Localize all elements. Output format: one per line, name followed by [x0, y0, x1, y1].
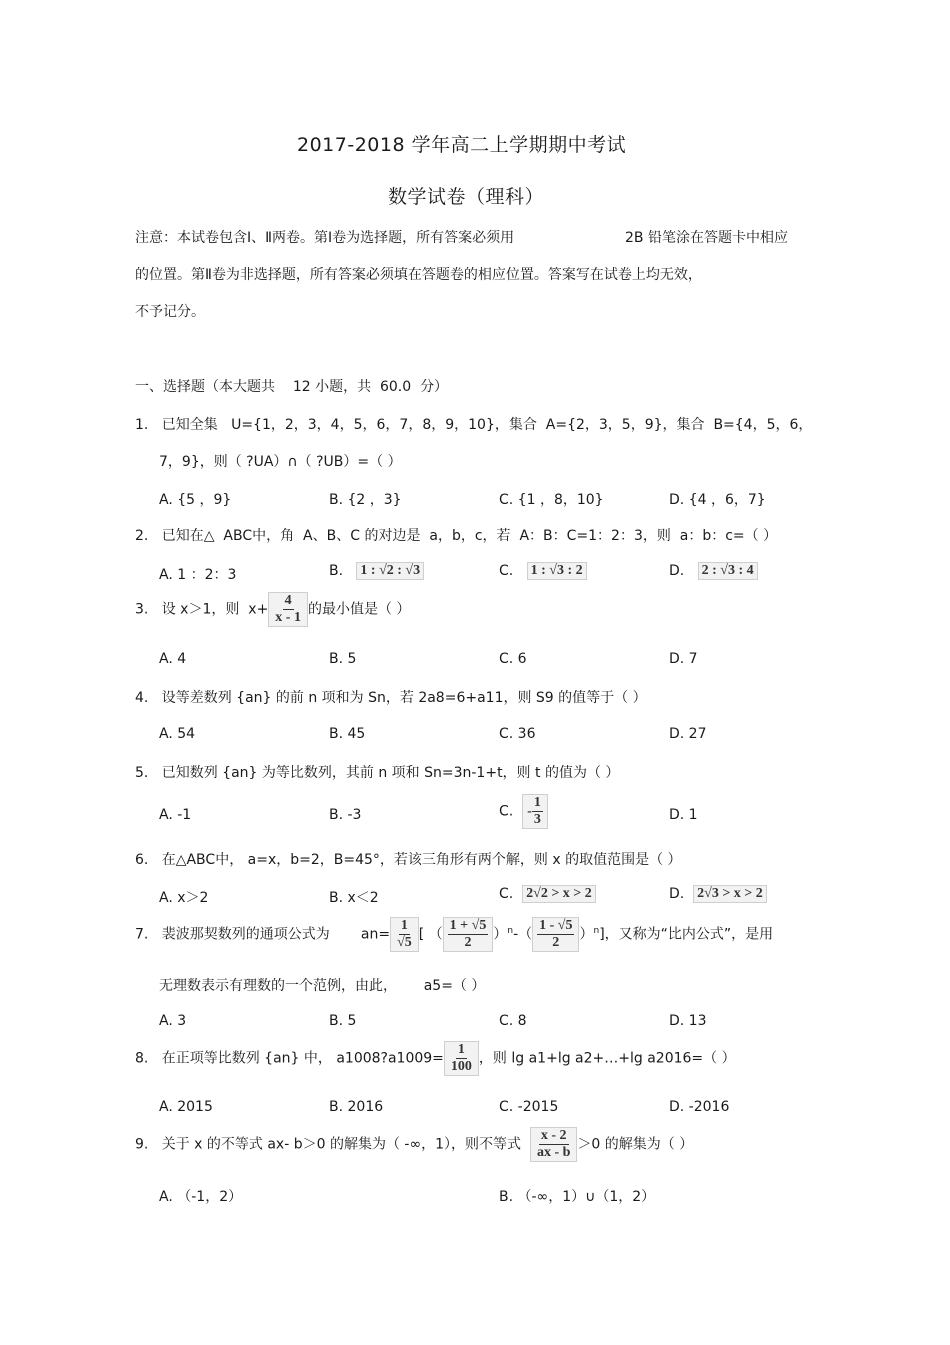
q7-fraction-1: $\frac{1}{√5}$	[390, 917, 419, 952]
q6-option-a: A. x＞2	[159, 890, 209, 906]
q7-fraction-3: $\frac{1 - √5}{2}$	[532, 917, 579, 952]
question-7-stem: 7. 裴波那契数列的通项公式为 an= $\frac{1}{√5}$ [ （ $\frac{1 + √5}{2}$ ）$^n$-（ $\frac{1 - √5}{2}$ ）$^n$]，又称为“比内公式”，是用	[135, 917, 773, 952]
q3-option-b: B. 5	[329, 651, 357, 667]
q7-option-b: B. 5	[329, 1013, 357, 1029]
q3-option-a: A. 4	[159, 651, 187, 667]
q7-option-c: C. 8	[499, 1013, 527, 1029]
q1-option-c: C. {1 ，8，10}	[499, 492, 604, 508]
q4-option-c: C. 36	[499, 726, 536, 742]
section-title: 一、选择题（本大题共 12 小题，共 60.0 分）	[135, 379, 449, 395]
q6-option-d: D. 2√3 > x > 2	[669, 885, 767, 903]
q7-option-d: D. 13	[669, 1013, 707, 1029]
q1-option-d: D. {4 ，6，7}	[669, 492, 766, 508]
q3-option-d: D. 7	[669, 651, 698, 667]
q4-option-d: D. 27	[669, 726, 707, 742]
q1-option-b: B. {2 ，3}	[329, 492, 402, 508]
q5-option-a: A. -1	[159, 807, 192, 823]
question-9-stem: 9. 关于 x 的不等式 ax- b＞0 的解集为（ -∞，1），则不等式 $\frac{x - 2}{ax - b}$ ＞0 的解集为（ ）	[135, 1127, 693, 1162]
q6-option-c-expr: 2√2 > x > 2	[522, 885, 596, 903]
q5-option-b: B. -3	[329, 807, 362, 823]
question-1-stem-2: 7，9}，则（ ?UA）∩（ ?UB）=（ ）	[159, 454, 402, 470]
question-5-stem: 5. 已知数列 {an} 为等比数列，其前 n 项和 Sn=3n-1+t，则 t 的值为（ ）	[135, 765, 620, 781]
q2-option-c-expr: 1 : √3 : 2	[527, 562, 587, 580]
question-2-stem: 2. 已知在△ ABC中，角 A、B、C 的对边是 a，b，c，若 A：B：C=1：2：3，则 a：b：c=（ ）	[135, 528, 778, 544]
q5-option-c-fraction: - $\frac{1}{3}$	[522, 794, 548, 829]
q4-option-b: B. 45	[329, 726, 366, 742]
notice-line-2: 的位置。第Ⅱ卷为非选择题，所有答案必须填在答题卷的相应位置。答案写在试卷上均无效，	[135, 267, 702, 283]
notice-line-1b: 2B 铅笔涂在答题卡中相应	[625, 230, 788, 246]
q4-option-a: A. 54	[159, 726, 196, 742]
q6-option-d-expr: 2√3 > x > 2	[693, 885, 767, 903]
q7-fraction-2: $\frac{1 + √5}{2}$	[443, 917, 494, 952]
q8-option-c: C. -2015	[499, 1099, 559, 1115]
q8-option-d: D. -2016	[669, 1099, 730, 1115]
q9-option-a: A. （-1，2）	[159, 1189, 243, 1205]
q9-fraction: $\frac{x - 2}{ax - b}$	[530, 1127, 577, 1162]
q6-option-c: C. 2√2 > x > 2	[499, 885, 596, 903]
q8-option-b: B. 2016	[329, 1099, 384, 1115]
notice-line-3: 不予记分。	[135, 304, 205, 320]
q8-option-a: A. 2015	[159, 1099, 213, 1115]
question-6-stem: 6. 在△ABC中， a=x，b=2，B=45°，若该三角形有两个解，则 x 的取值范围是（ ）	[135, 852, 682, 868]
q2-option-a: A. 1 ：2：3	[159, 567, 237, 583]
question-7-stem-2: 无理数表示有理数的一个范例，由此， a5=（ ）	[159, 978, 486, 994]
q7-option-a: A. 3	[159, 1013, 187, 1029]
notice-line-1a: 注意：本试卷包含Ⅰ、Ⅱ两卷。第Ⅰ卷为选择题，所有答案必须用	[135, 230, 515, 246]
question-1-stem: 1. 已知全集 U={1，2，3，4，5，6，7，8，9，10}，集合 A={2，3，5，9}，集合 B={4，5，6，	[135, 417, 813, 433]
q2-option-d: D. 2 : √3 : 4	[669, 562, 758, 580]
q2-option-b-expr: 1 : √2 : √3	[356, 562, 424, 580]
exam-title: 2017-2018 学年高二上学期期中考试	[297, 134, 627, 156]
q8-fraction: $\frac{1}{100}$	[444, 1041, 479, 1076]
question-3-stem: 3. 设 x＞1，则 x+ $\frac{4}{x - 1}$ 的最小值是（ ）	[135, 592, 410, 627]
q5-option-d: D. 1	[669, 807, 698, 823]
q2-option-d-expr: 2 : √3 : 4	[698, 562, 758, 580]
q1-option-a: A. {5 ，9}	[159, 492, 232, 508]
q2-option-b: B. 1 : √2 : √3	[329, 562, 424, 580]
question-4-stem: 4. 设等差数列 {an} 的前 n 项和为 Sn，若 2a8=6+a11，则 S9 的值等于（ ）	[135, 690, 647, 706]
q6-option-b: B. x＜2	[329, 890, 379, 906]
exam-subtitle: 数学试卷（理科）	[388, 186, 545, 208]
q3-option-c: C. 6	[499, 651, 527, 667]
question-8-stem: 8. 在正项等比数列 {an} 中， a1008?a1009= $\frac{1}{100}$ ，则 lg a1+lg a2+…+lg a2016=（ ）	[135, 1041, 736, 1076]
q2-option-c: C. 1 : √3 : 2	[499, 562, 587, 580]
q3-fraction: $\frac{4}{x - 1}$	[268, 592, 308, 627]
q9-option-b: B. （-∞，1）∪（1，2）	[499, 1189, 656, 1205]
q5-option-c: C. - $\frac{1}{3}$	[499, 794, 548, 829]
